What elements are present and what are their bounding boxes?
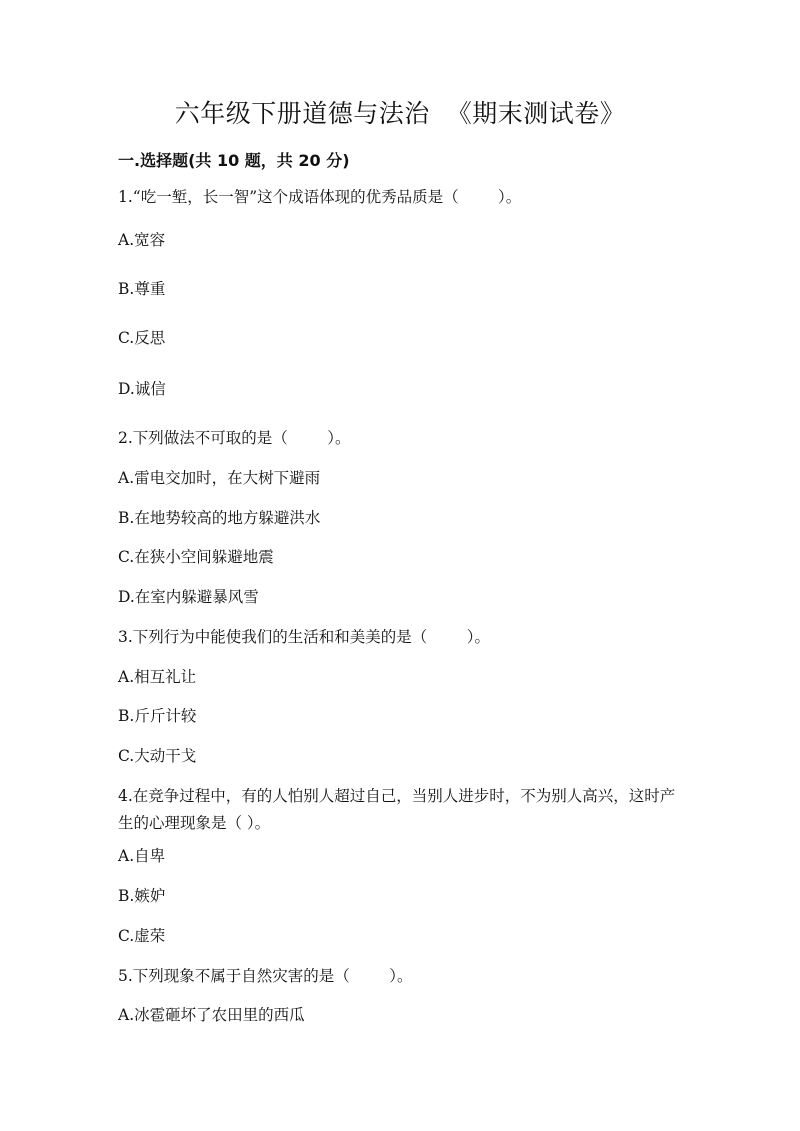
question-option: C.在狭小空间躲避地震	[118, 548, 274, 566]
question-option: C.大动干戈	[118, 747, 197, 765]
question-option: B.斤斤计较	[118, 707, 197, 725]
question-stem: 1.“吃一堑，长一智”这个成语体现的优秀品质是（ ）。	[118, 188, 522, 206]
question-option: D.诚信	[118, 380, 166, 398]
question-option: A.宽容	[118, 231, 166, 249]
question-option: D.在室内躲避暴风雪	[118, 588, 259, 606]
question-stem: 4.在竞争过程中，有的人怕别人超过自己，当别人进步时，不为别人高兴，这时产生的心理现象是（ ）。	[118, 787, 676, 832]
question-stem: 5.下列现象不属于自然灾害的是（ ）。	[118, 967, 413, 985]
question-option: B.尊重	[118, 280, 166, 298]
question-option: C.反思	[118, 329, 166, 347]
section-heading: 一.选择题(共 10 题，共 20 分)	[118, 151, 350, 170]
page-title: 六年级下册道德与法治 《期末测试卷》	[174, 99, 626, 128]
question-option: B.嫉妒	[118, 887, 166, 905]
question-option: A.冰雹砸坏了农田里的西瓜	[118, 1006, 305, 1024]
question-option: A.相互礼让	[118, 668, 197, 686]
question-option: A.雷电交加时，在大树下避雨	[118, 469, 321, 487]
question-stem: 2.下列做法不可取的是（ ）。	[118, 429, 351, 447]
question-stem: 3.下列行为中能使我们的生活和和美美的是（ ）。	[118, 628, 490, 646]
question-option: B.在地势较高的地方躲避洪水	[118, 509, 321, 527]
question-option: C.虚荣	[118, 927, 166, 945]
question-option: A.自卑	[118, 847, 166, 865]
